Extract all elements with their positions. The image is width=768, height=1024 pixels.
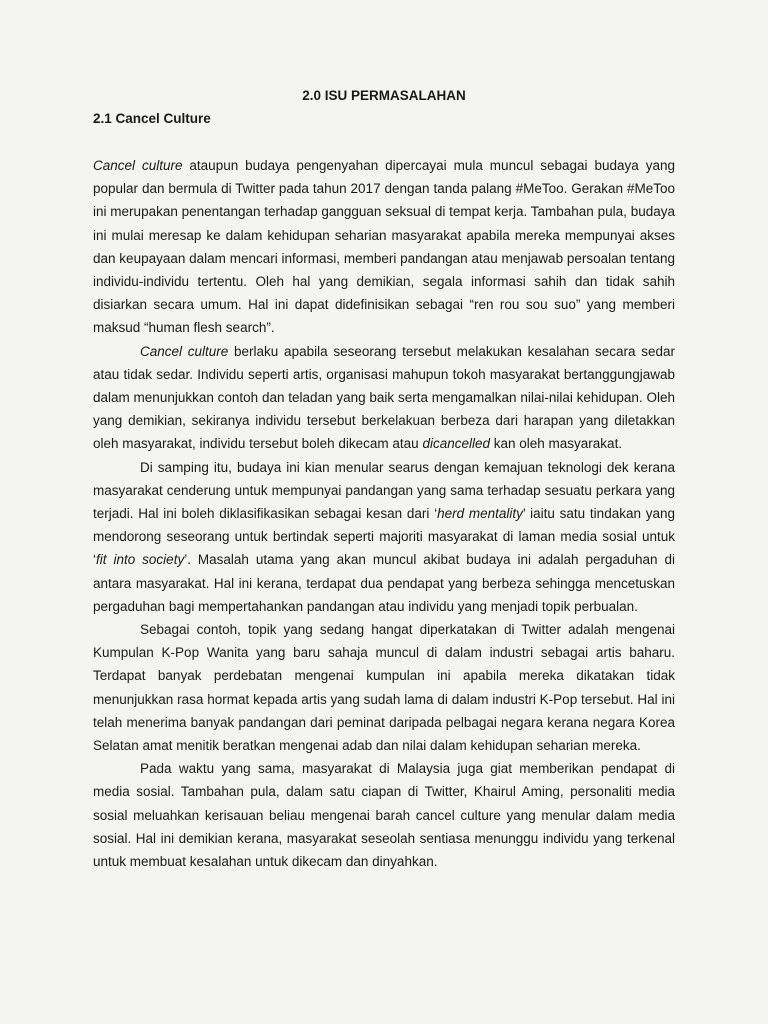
paragraph-text: Pada waktu yang sama, masyarakat di Malaysia juga giat memberikan pendapat di media sosial. Tambahan pula, dalam satu ciapan di Twitter, Khairul Aming, personaliti media sosial meluahkan kerisauan beliau mengenai barah cancel culture yang menular dalam media sosial. Hal ini demikian kerana, masyarakat seseolah sentiasa menunggu individu yang terkenal untuk membuat kesalahan untuk dikecam dan dinyahkan. [93,761,675,870]
paragraph [93,618,675,757]
paragraph-text: kan oleh masyarakat. [490,436,623,452]
paragraph-text: ’ iaitu satu tindakan yang mendorong seseorang untuk bertindak seperti majoriti masyarakat di laman media sosial untuk ‘ [93,506,675,568]
italic-term: Cancel culture [93,158,183,173]
italic-term: dicancelled [422,436,490,452]
paragraph-text: berlaku apabila seseorang tersebut melakukan kesalahan secara sedar atau tidak sedar. Individu seperti artis, organisasi mahupun tokoh masyarakat bertanggungjawab dalam menunjukkan contoh dan teladan yang baik serta mengamalkan nilai-nilai kehidupan. Oleh yang demikian, sekiranya individu tersebut berkelakuan berbeza dari harapan yang diletakkan oleh masyarakat, individu tersebut boleh dikecam atau [93,343,675,452]
italic-term: fit into society [96,552,185,568]
section-heading: 2.0 ISU PERMASALAHAN [302,88,466,103]
paragraph-text: Di samping itu, budaya ini kian menular searus dengan kemajuan teknologi dek kerana masyarakat cenderung untuk mempunyai pandangan yang sama terhadap sesuatu perkara yang terjadi. Hal ini boleh diklasifikasikan sebagai kesan dari ‘ [93,459,675,522]
paragraph [93,456,675,618]
paragraph [93,340,675,456]
paragraph-text: Sebagai contoh, topik yang sedang hangat diperkatakan di Twitter adalah mengenai Kumpulan K-Pop Wanita yang baru sahaja muncul di dalam industri sebagai artis baharu. Terdapat banyak perdebatan mengenai kumpulan ini apabila mereka dikatakan tidak menunjukkan rasa hormat kepada artis yang sudah lama di dalam industri K-Pop tersebut. Hal ini telah menerima banyak pandangan dari peminat daripada pelbagai negara kerana negara Korea Selatan amat menitik beratkan mengenai adab dan nilai dalam kehidupan seharian mereka. [93,622,675,754]
paragraph-text: ’. Masalah utama yang akan muncul akibat budaya ini adalah pergaduhan di antara masyarakat. Hal ini kerana, terdapat dua pendapat yang berbeza sehingga mencetuskan pergaduhan bagi mempertahankan pandangan atau individu yang menjadi topik perbualan. [93,552,675,614]
paragraph [93,757,675,873]
paragraph-text: ataupun budaya pengenyahan dipercayai mula muncul sebagai budaya yang popular dan bermula di Twitter pada tahun 2017 dengan tanda palang #MeToo. Gerakan #MeToo ini merupakan penentangan terhadap gangguan seksual di tempat kerja. Tambahan pula, budaya ini mulai meresap ke dalam kehidupan seharian masyarakat apabila mereka mempunyai akses dan keupayaan dalam mencari informasi, memberi pandangan atau menjawab persoalan tentang individu-individu tertentu. Oleh hal yang demikian, segala informasi sahih dan tidak sahih disiarkan secara umum. Hal ini dapat didefinisikan sebagai “ren rou sou suo” yang memberi maksud “human flesh search”. [93,158,675,336]
italic-term: herd mentality [437,506,523,522]
italic-term: Cancel culture [140,343,229,359]
document-body [93,154,675,873]
paragraph [93,154,675,340]
subsection-heading: 2.1 Cancel Culture [93,111,211,126]
